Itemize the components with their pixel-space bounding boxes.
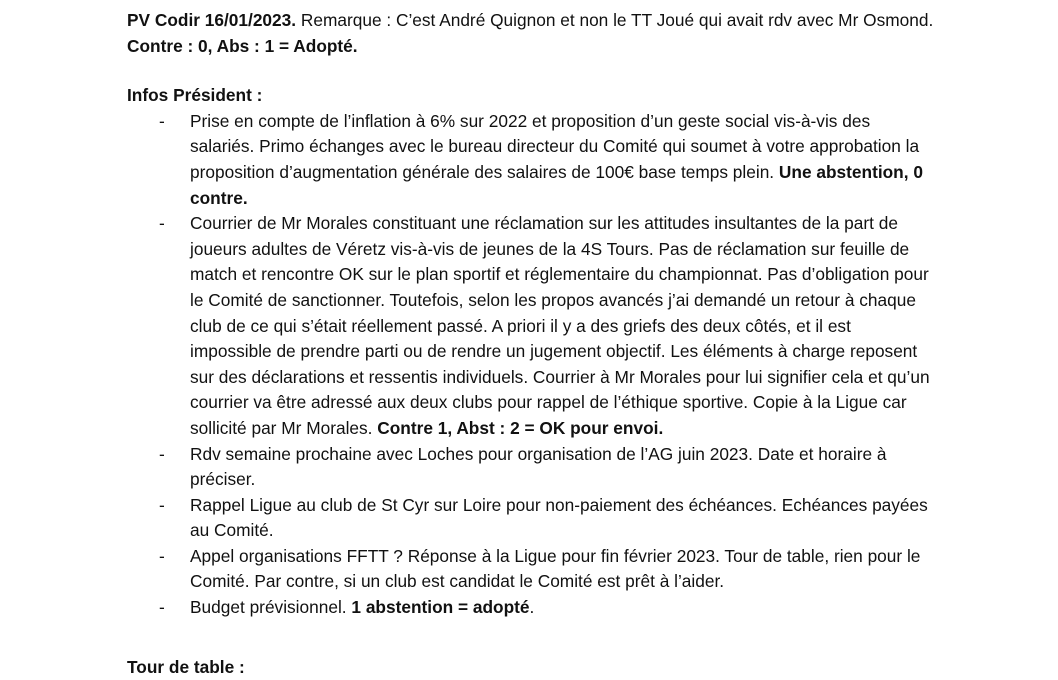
- item-trailing-period: .: [529, 597, 535, 618]
- list-item: [127, 595, 937, 621]
- bullet-dash: -: [159, 110, 165, 131]
- item-text: Courrier de Mr Morales constituant une réclamation sur les attitudes insultantes de la part de joueurs adultes de Véretz vis-à-vis de jeunes de la 4S Tours. Pas de réclamation sur feuille de match et rencontre OK sur le plan sportif et réglementaire du championnat. Pas d’obligation pour le Comité de sanctionner. Toutefois, selon les propos avancés j’ai demandé un retour à chaque club de ce qui s’était réellement passé. A priori il y a des griefs des deux côtés, et il est impossible de prendre parti ou de rendre un jugement objectif. Les éléments à charge reposent sur des déclarations et ressentis individuels. Courrier à Mr Morales pour lui signifier cela et qu’un courrier va être adressé aux deux clubs pour rappel de l’éthique sportive. Copie à la Ligue car sollicité par Mr Morales.: [190, 213, 930, 438]
- list-item: [127, 442, 937, 493]
- item-vote: Une abstention, 0 contre.: [190, 161, 923, 208]
- bullet-dash: -: [159, 545, 165, 566]
- item-vote: 1 abstention = adopté: [351, 597, 530, 618]
- item-text: Rappel Ligue au club de St Cyr sur Loire pour non-paiement des échéances. Echéances payées au Comité.: [190, 494, 928, 541]
- pv-paragraph: [127, 8, 937, 59]
- item-text: Appel organisations FFTT ? Réponse à la Ligue pour fin février 2023. Tour de table, rien pour le Comité. Par contre, si un club est candidat le Comité est prêt à l’aider.: [190, 545, 921, 592]
- bullet-dash: -: [159, 443, 165, 464]
- item-vote: Contre 1, Abst : 2 = OK pour envoi.: [377, 417, 664, 438]
- item-text: Rdv semaine prochaine avec Loches pour organisation de l’AG juin 2023. Date et horaire à préciser.: [190, 443, 887, 490]
- infos-list: [127, 109, 937, 621]
- item-text: Prise en compte de l’inflation à 6% sur 2022 et proposition d’un geste social vis-à-vis des salariés. Primo échanges avec le bureau directeur du Comité qui soumet à votre approbation la proposition d’augmentation générale des salaires de 100€ base temps plein.: [190, 110, 920, 182]
- list-item: [127, 544, 937, 595]
- bullet-dash: -: [159, 213, 165, 234]
- pv-remark: Remarque : C’est André Quignon et non le TT Joué qui avait rdv avec Mr Osmond.: [296, 10, 934, 30]
- list-item: [127, 493, 937, 544]
- item-text: Budget prévisionnel.: [190, 597, 352, 618]
- tour-de-table-heading: Tour de table :: [127, 656, 245, 677]
- list-item: [127, 109, 937, 211]
- bullet-dash: -: [159, 494, 165, 515]
- list-item: [127, 211, 937, 441]
- document-page: [127, 8, 937, 680]
- pv-vote: Contre : 0, Abs : 1 = Adopté.: [127, 35, 358, 56]
- pv-title: PV Codir 16/01/2023.: [127, 10, 297, 30]
- bullet-dash: -: [159, 597, 165, 618]
- infos-president-heading: Infos Président :: [127, 85, 263, 106]
